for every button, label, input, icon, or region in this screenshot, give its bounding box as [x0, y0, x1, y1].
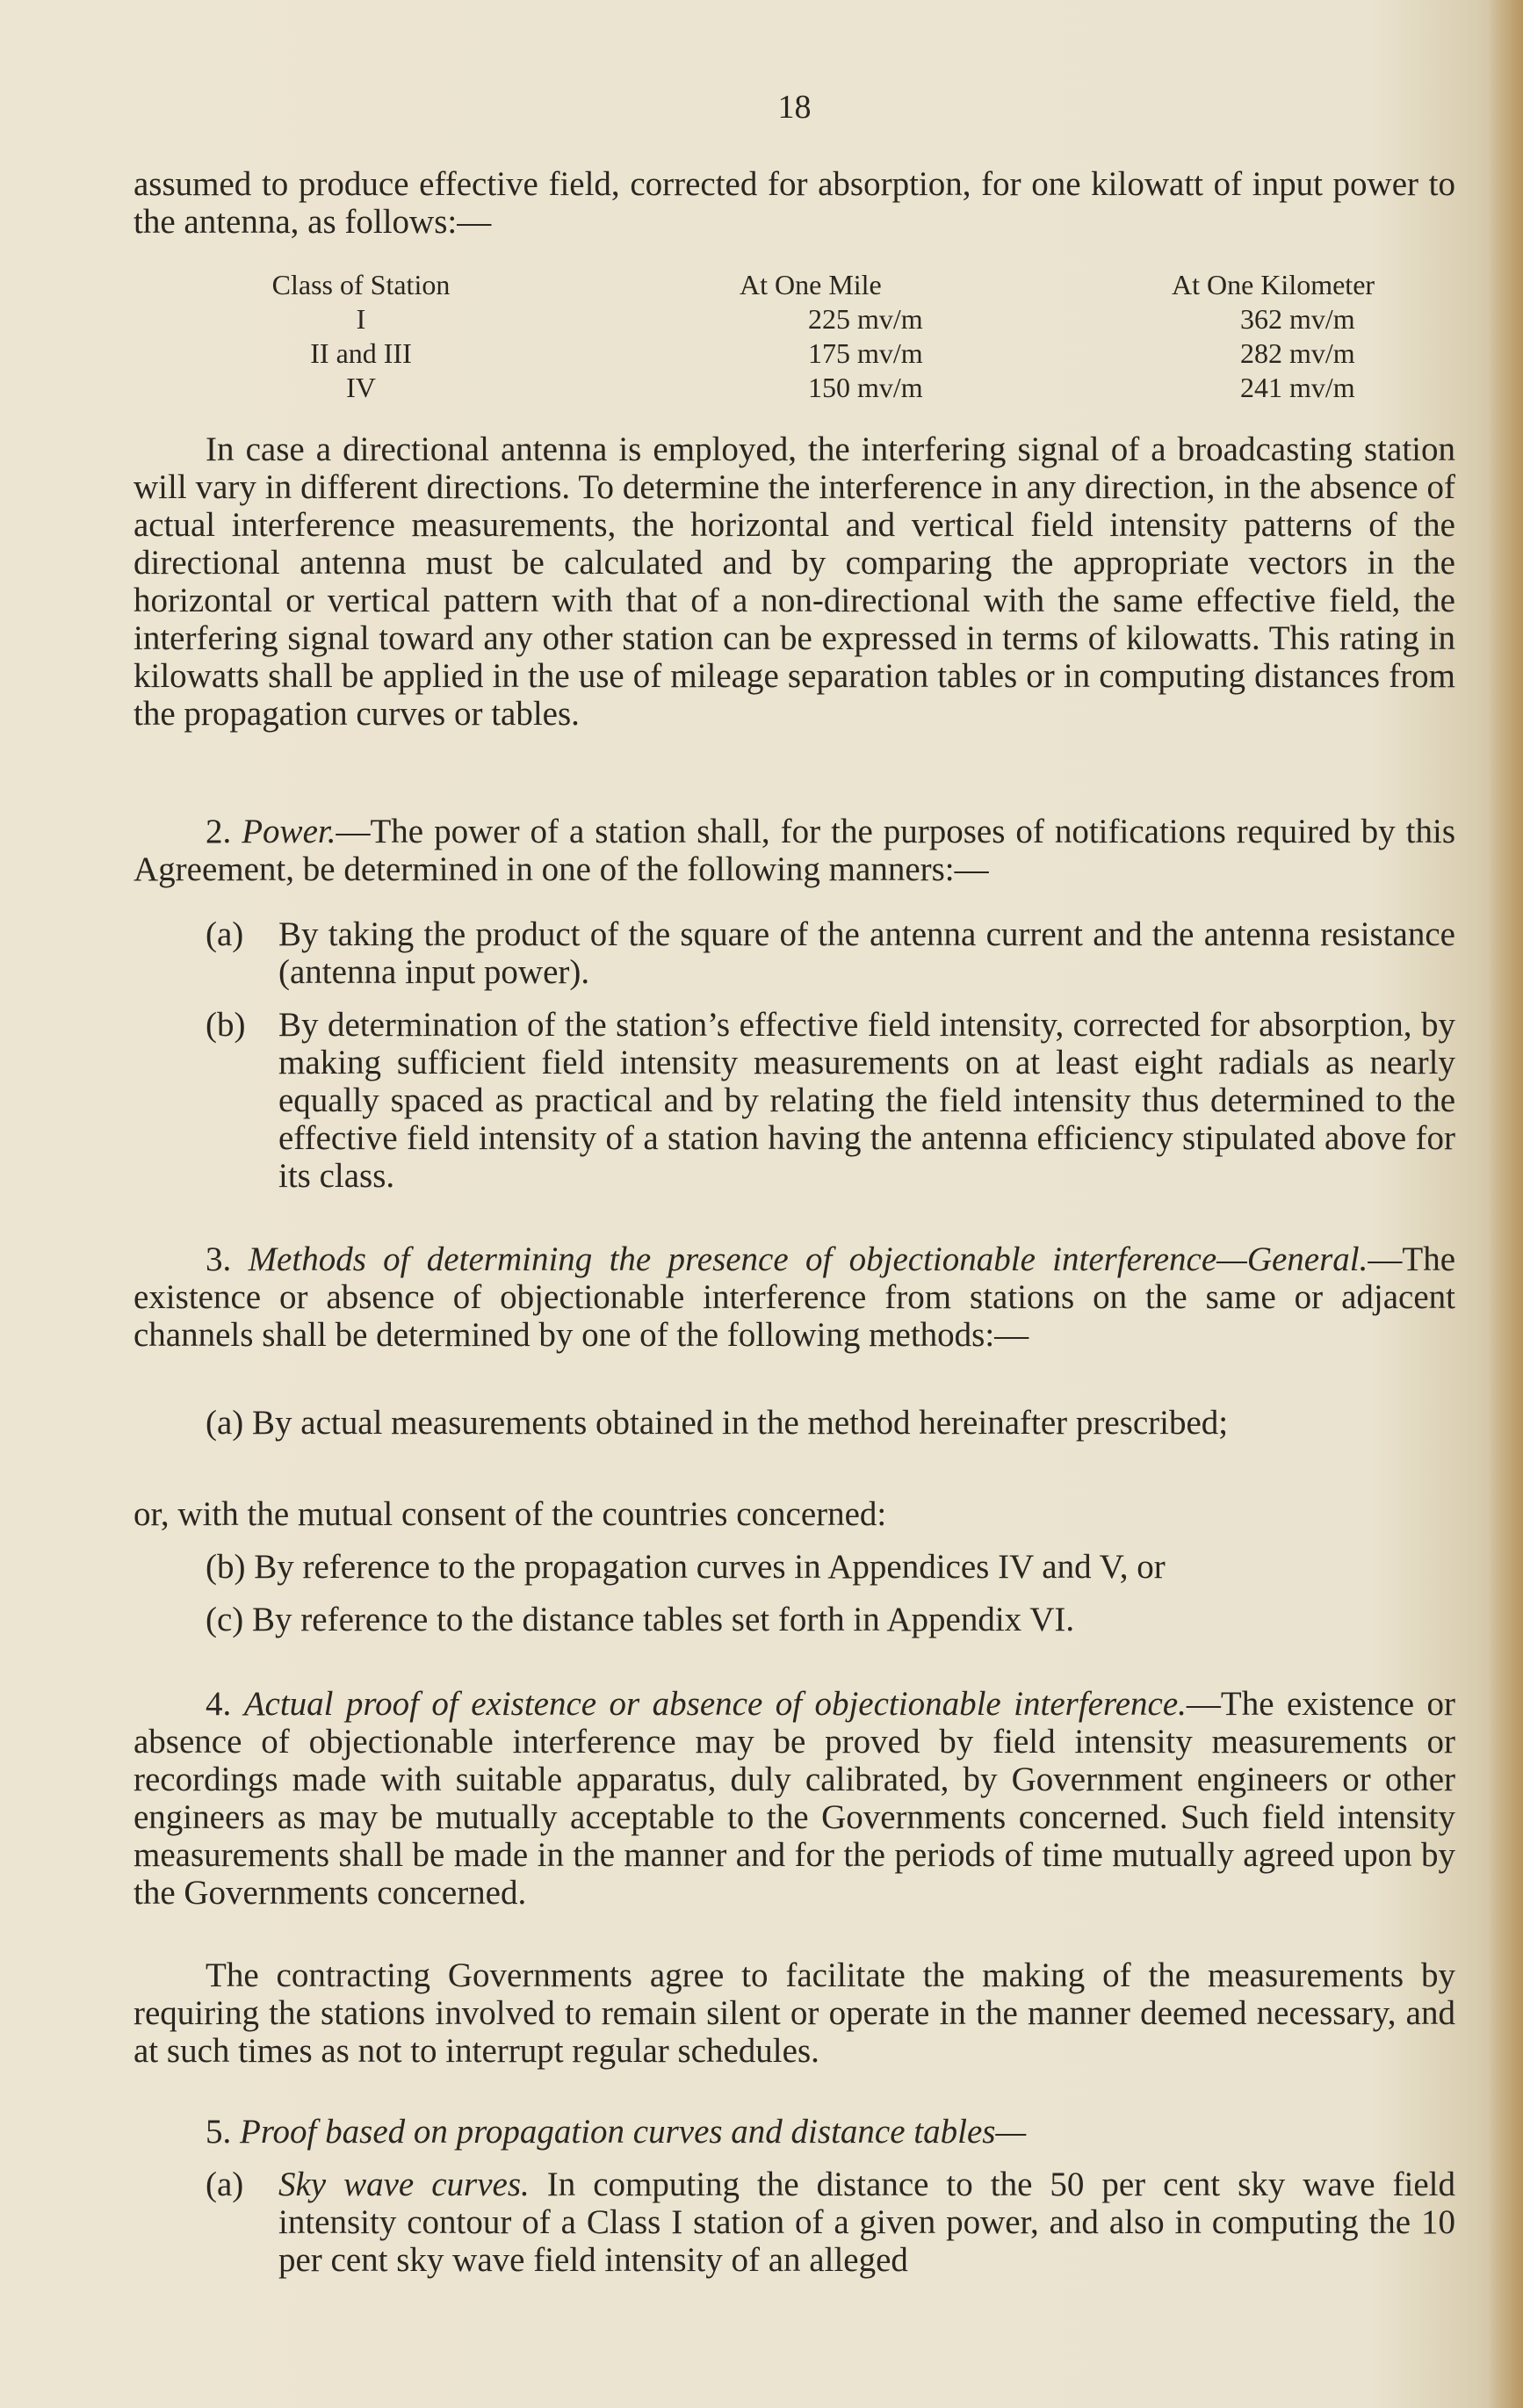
section-3-item-a: [134, 1404, 1455, 1442]
table-header-km: At One Kilometer: [1172, 269, 1375, 300]
section-2-paragraph: [134, 813, 1455, 888]
section-4-title: Actual proof of existence or absence of objectionable interference.: [243, 1685, 1187, 1723]
section-5-title: Proof based on propagation curves and distance tables—: [240, 2113, 1027, 2151]
section-2-number: 2.: [206, 813, 232, 850]
section-2-item-b-text: By determination of the station’s effective field intensity, corrected for absorption, by making sufficient field intensity measurements on at least eight radials as nearly equally spaced as practical and by relating the field intensity thus determined to the effective field intensity of a station having the antenna efficiency stipulated above for its class.: [278, 1006, 1455, 1195]
section-3-item-b-text: By reference to the propagation curves in Appendices IV and V, or: [254, 1548, 1166, 1586]
section-3-item-c-label: (c): [206, 1601, 244, 1638]
section-5-number: 5.: [206, 2113, 232, 2151]
section-2-item-a-label: (a): [206, 915, 244, 953]
section-5-item-a-text: In computing the distance to the 50 per cent sky wave field intensity contour of a Class I station of a given power, and also in computing the 10 per cent sky wave field intensity of an alleged: [278, 2166, 1455, 2279]
table-cell: II and III: [310, 337, 412, 369]
table-cell: 282 mv/m: [1240, 337, 1355, 369]
table-row: [225, 302, 1355, 336]
section-3-text: —The existence or absence of objectionable interference from stations on the same or adjacent channels shall be determined by one of the following methods:—: [134, 1240, 1456, 1354]
section-5-heading: [134, 2113, 1455, 2151]
section-3-item-b: [134, 1548, 1455, 1586]
section-3-item-c: [134, 1601, 1455, 1638]
section-5-item-a-label: (a): [206, 2166, 244, 2203]
section-2-item-a-text: By taking the product of the square of the antenna current and the antenna resistance (antenna input power).: [278, 915, 1455, 991]
table-cell: IV: [346, 372, 376, 403]
page-number: 18: [777, 89, 812, 126]
intro-paragraph: assumed to produce effective field, corrected for absorption, for one kilowatt of input power to the antenna, as follows:—: [134, 165, 1455, 241]
table-row: [225, 371, 1355, 405]
section-4-number: 4.: [206, 1685, 232, 1723]
table-cell: 150 mv/m: [808, 372, 923, 403]
table-header-class: Class of Station: [271, 269, 451, 300]
section-3-or-text: or, with the mutual consent of the countries concerned:: [134, 1495, 887, 1533]
table-cell: 175 mv/m: [808, 337, 923, 369]
table-cell: 241 mv/m: [1240, 372, 1355, 403]
section-5-item-a-title: Sky wave curves.: [278, 2166, 530, 2203]
table-cell: 362 mv/m: [1240, 303, 1355, 335]
section-3-item-b-label: (b): [206, 1548, 246, 1586]
section-3-title: Methods of determining the presence of objectionable interference—General.: [248, 1240, 1368, 1278]
section-2-title: Power.: [242, 813, 336, 850]
table-header-row: [225, 268, 1375, 302]
section-5-item-a: [278, 2166, 1455, 2279]
section-3-paragraph: [134, 1240, 1455, 1354]
section-3-item-c-text: By reference to the distance tables set forth in Appendix VI.: [252, 1601, 1075, 1638]
directional-antenna-paragraph: In case a directional antenna is employed, the interfering signal of a broadcasting station will vary in different directions. To determine the interference in any direction, in the absence of actual interference measurements, the horizontal and vertical field intensity patterns of the directional antenna must be calculated and by comparing the appropriate vectors in the horizontal or vertical pattern with that of a non-directional with the same effective field, the interfering signal toward any other station can be expressed in terms of kilowatts. This rating in kilowatts shall be applied in the use of mileage separation tables or in computing distances from the propagation curves or tables.: [134, 430, 1455, 733]
section-3-number: 3.: [206, 1240, 232, 1278]
section-2-item-b-label: (b): [206, 1006, 246, 1044]
field-table: [225, 268, 1375, 405]
table-row: [225, 336, 1355, 371]
table-cell: I: [356, 303, 366, 335]
table-header-mile: At One Mile: [740, 269, 882, 300]
section-3-item-a-label: (a): [206, 1404, 244, 1442]
section-3-item-a-text: By actual measurements obtained in the method hereinafter prescribed;: [252, 1404, 1229, 1442]
section-2-text: —The power of a station shall, for the purposes of notifications required by this Agreement, be determined in one of the following manners:—: [134, 813, 1456, 888]
section-4-text: —The existence or absence of objectionable interference may be proved by field intensity measurements or recordings made with suitable apparatus, duly calibrated, by Government engineers or other engineers as may be mutually acceptable to the Governments concerned. Such field intensity measurements shall be made in the manner and for the periods of time mutually agreed upon by the Governments concerned.: [134, 1685, 1455, 1912]
section-4-paragraph-2: The contracting Governments agree to facilitate the making of the measurements by requiring the stations involved to remain silent or operate in the manner deemed necessary, and at such times as not to interrupt regular schedules.: [134, 1956, 1455, 2070]
table-cell: 225 mv/m: [808, 303, 923, 335]
section-4-paragraph: [134, 1685, 1455, 1912]
